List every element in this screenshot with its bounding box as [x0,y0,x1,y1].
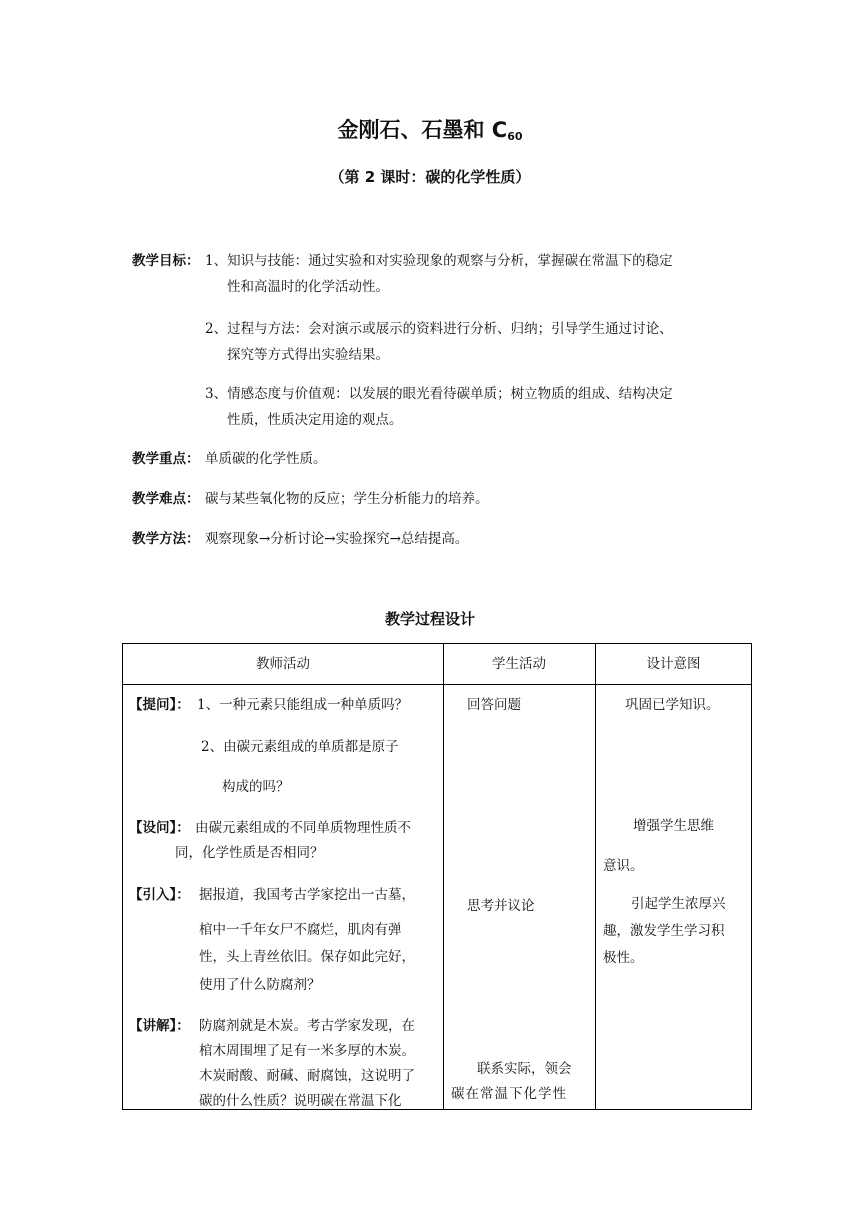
design-text: 意识。 [603,858,644,874]
key-point-label: 教学重点： [132,451,200,467]
teacher-text: 防腐剂就是木炭。考古学家发现，在 [199,1018,415,1034]
method-text: 观察现象→分析讨论→实验探究→总结提高。 [205,531,469,547]
design-text: 引起学生浓厚兴 [631,896,726,912]
teacher-text: 木炭耐酸、耐碱、耐腐蚀，这说明了 [199,1068,415,1084]
tag-explain: 【讲解】： [129,1018,190,1034]
objective-3-line2: 性质，性质决定用途的观点。 [227,412,403,428]
header-student: 学生活动 [492,656,546,672]
objective-3-line1: 3、情感态度与价值观：以发展的眼光看待碳单质；树立物质的组成、结构决定 [205,386,673,402]
objective-1-line1: 1、知识与技能：通过实验和对实验现象的观察与分析，掌握碳在常温下的稳定 [205,253,673,269]
key-point-text: 单质碳的化学性质。 [205,451,327,467]
student-text: 思考并议论 [467,898,535,914]
header-teacher: 教师活动 [256,656,310,672]
teacher-text: 使用了什么防腐剂？ [199,977,321,993]
tag-setup-question: 【设问】： [129,820,190,836]
difficulty-text: 碳与某些氧化物的反应；学生分析能力的培养。 [205,491,489,507]
teacher-text: 棺中一千年女尸不腐烂，肌肉有弹 [199,922,402,938]
document-title: 金刚石、石墨和 $C_{60}$ [337,118,523,143]
tag-intro: 【引入】： [129,887,190,903]
tag-question: 【提问】： [129,697,190,713]
objective-2-line1: 2、过程与方法：会对演示或展示的资料进行分析、归纳；引导学生通过讨论、 [205,321,673,337]
teacher-text: 1、一种元素只能组成一种单质吗？ [197,697,409,713]
teacher-text: 构成的吗？ [222,779,290,795]
header-design: 设计意图 [646,656,701,672]
objectives-label: 教学目标： [132,253,200,269]
design-text: 极性。 [603,950,644,966]
teacher-text: 性，头上青丝依旧。保存如此完好， [199,949,415,965]
teacher-text: 棺木周围埋了足有一米多厚的木炭。 [199,1043,415,1059]
table-divider [595,644,596,1109]
document-subtitle: （第 2 课时：碳的化学性质） [329,168,531,186]
teacher-text: 同，化学性质是否相同？ [175,845,324,861]
objective-2-line2: 探究等方式得出实验结果。 [227,347,389,363]
design-text: 趣，激发学生学习积 [603,923,725,939]
method-label: 教学方法： [132,531,200,547]
difficulty-label: 教学难点： [132,491,200,507]
title-subscript: 60 [507,130,523,143]
process-table [122,643,752,1110]
student-text: 联系实际，领会 [477,1061,572,1077]
teacher-text: 2、由碳元素组成的单质都是原子 [201,739,399,755]
design-text: 巩固已学知识。 [625,697,720,713]
teacher-text: 据报道，我国考古学家挖出一古墓， [199,887,415,903]
objective-1-line2: 性和高温时的化学活动性。 [227,279,389,295]
table-divider [443,644,444,1109]
student-text: 碳在常温下化学性 [451,1086,567,1102]
teacher-text: 碳的什么性质？说明碳在常温下化 [199,1093,402,1109]
student-text: 回答问题 [467,697,521,713]
design-text: 增强学生思维 [633,818,714,834]
process-title: 教学过程设计 [384,610,475,628]
teacher-text: 由碳元素组成的不同单质物理性质不 [195,820,411,836]
table-header-divider [123,684,751,685]
